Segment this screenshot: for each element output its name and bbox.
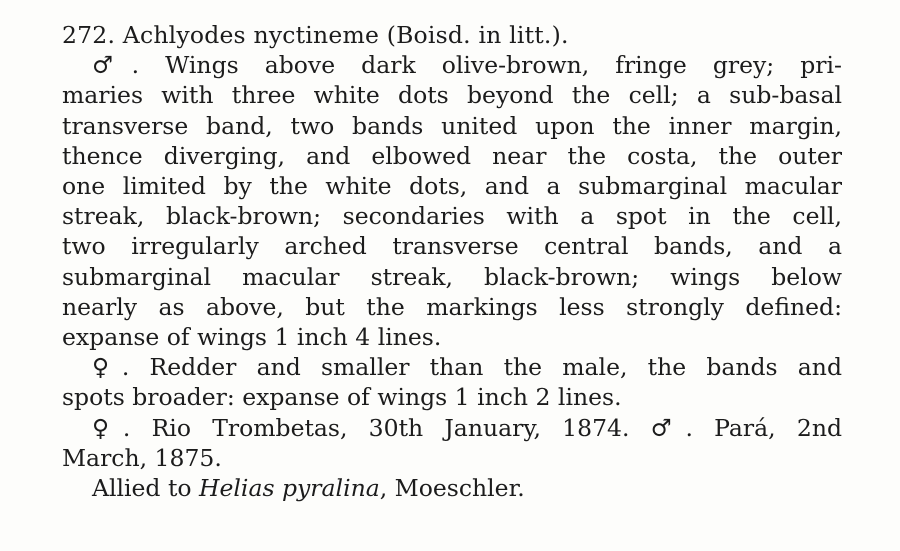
text-line: one limited by the white dots, and a submarginal macular xyxy=(62,172,842,201)
text-line: March, 1875. xyxy=(62,443,222,472)
text-line: nearly as above, but the markings less strongly defined: xyxy=(62,292,842,321)
text-line: two irregularly arched transverse central bands, and a xyxy=(62,232,842,261)
text-line: ♀. Rio Trombetas, 30th January, 1874. ♂. Pará, 2nd xyxy=(92,413,842,442)
localities xyxy=(62,413,842,473)
species-heading: 272. Achlyodes nyctineme (Boisd. in litt.). xyxy=(62,21,569,49)
allied-note xyxy=(62,473,842,503)
document-page xyxy=(62,20,842,503)
female-description xyxy=(62,352,842,412)
text-line: transverse band, two bands united upon the inner margin, xyxy=(62,111,842,140)
text-line: thence diverging, and elbowed near the costa, the outer xyxy=(62,141,842,170)
male-description xyxy=(62,50,842,352)
text-line: expanse of wings 1 inch 4 lines. xyxy=(62,323,442,352)
text-line: ♀. Redder and smaller than the male, the bands and xyxy=(92,353,842,382)
text-line: streak, black-brown; secondaries with a spot in the cell, xyxy=(62,202,842,231)
allied-prefix: Allied to xyxy=(92,474,200,503)
text-line: ♂. Wings above dark olive-brown, fringe grey; pri- xyxy=(92,51,842,80)
text-line: spots broader: expanse of wings 1 inch 2 lines. xyxy=(62,383,622,412)
allied-suffix: , Moeschler. xyxy=(379,474,525,503)
text-line: maries with three white dots beyond the cell; a sub-basal xyxy=(62,81,842,110)
allied-species: Helias pyralina xyxy=(199,474,380,503)
text-line: submarginal macular streak, black-brown; wings below xyxy=(62,262,842,291)
